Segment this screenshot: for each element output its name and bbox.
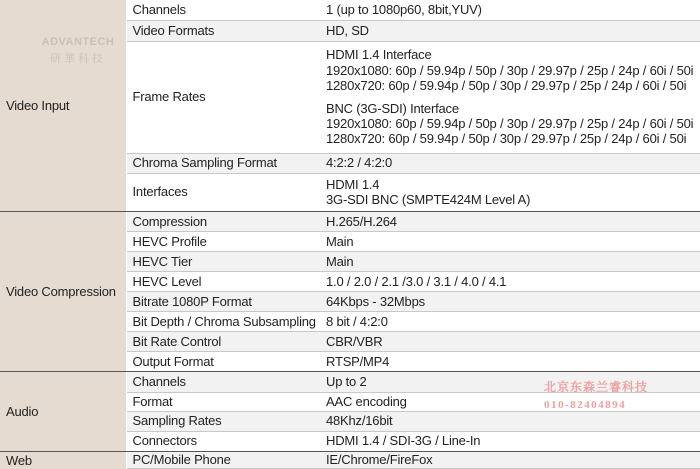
- row-value: Main: [320, 252, 700, 272]
- row-label: HEVC Level: [126, 272, 320, 292]
- row-label: Connectors: [126, 431, 320, 451]
- bnc-1080-rates: 1920x1080: 60p / 59.94p / 50p / 30p / 29.97p / 25p / 24p / 60i / 50i: [326, 116, 694, 132]
- bnc-720-rates: 1280x720: 60p / 59.94p / 50p / 30p / 29.97p / 25p / 24p / 60i / 50i: [326, 131, 687, 147]
- row-label: Chroma Sampling Format: [126, 153, 320, 173]
- row-label: Format: [126, 392, 320, 411]
- interface-sdi: 3G-SDI BNC (SMPTE424M Level A): [326, 192, 531, 207]
- row-label: Interfaces: [126, 173, 320, 211]
- row-value: 8 bit / 4:2:0: [320, 312, 700, 332]
- reseller-watermark: [544, 378, 648, 411]
- row-label: HEVC Tier: [126, 252, 320, 272]
- group-web: Web: [0, 452, 126, 469]
- row-value: H.265/H.264: [320, 212, 700, 232]
- reseller-watermark-phone: 010-82404894: [544, 399, 627, 411]
- row-label: PC/Mobile Phone: [126, 452, 320, 469]
- row-label: Sampling Rates: [126, 411, 320, 431]
- row-label: Video Formats: [126, 20, 320, 41]
- row-value-interfaces: [320, 173, 700, 211]
- group-video-compression: Video Compression: [0, 212, 126, 372]
- bnc-interface-title: BNC (3G-SDI) Interface: [326, 101, 459, 116]
- row-label: Channels: [126, 0, 320, 20]
- row-value: HD, SD: [320, 20, 700, 41]
- hdmi-1080-rates: 1920x1080: 60p / 59.94p / 50p / 30p / 29.97p / 25p / 24p / 60i / 50i: [326, 62, 694, 78]
- row-value: 48Khz/16bit: [320, 411, 700, 431]
- row-label: Compression: [126, 212, 320, 232]
- table-row: [0, 212, 700, 232]
- group-video-input: Video Input: [0, 0, 126, 212]
- advantech-watermark-logo: [40, 36, 116, 66]
- interface-hdmi: HDMI 1.4: [326, 176, 380, 192]
- row-value: RTSP/MP4: [320, 352, 700, 372]
- row-value: AAC encoding: [320, 392, 700, 411]
- table-row: [0, 452, 700, 469]
- row-value-frame-rates: [320, 41, 700, 153]
- row-label: Frame Rates: [126, 41, 320, 153]
- row-label: Bit Depth / Chroma Subsampling: [126, 312, 320, 332]
- row-label: Bit Rate Control: [126, 332, 320, 352]
- row-label: HEVC Profile: [126, 232, 320, 252]
- hdmi-interface-title: HDMI 1.4 Interface: [326, 47, 432, 63]
- row-value: 1 (up to 1080p60, 8bit,YUV): [320, 0, 700, 20]
- row-value: 1.0 / 2.0 / 2.1 /3.0 / 3.1 / 4.0 / 4.1: [320, 272, 700, 292]
- reseller-watermark-name: 北京东森兰睿科技: [544, 380, 649, 394]
- row-label: Channels: [126, 372, 320, 392]
- row-label: Output Format: [126, 352, 320, 372]
- group-audio: Audio: [0, 372, 126, 452]
- row-value: HDMI 1.4 / SDI-3G / Line-In: [320, 431, 700, 451]
- row-value: CBR/VBR: [320, 332, 700, 352]
- hdmi-720-rates: 1280x720: 60p / 59.94p / 50p / 30p / 29.97p / 25p / 24p / 60i / 50i: [326, 77, 687, 93]
- row-value: Main: [320, 232, 700, 252]
- row-label: Bitrate 1080P Format: [126, 292, 320, 312]
- watermark-brand-text: ADVANTECH: [41, 36, 115, 48]
- row-value: IE/Chrome/FireFox: [320, 452, 700, 469]
- row-value: 4:2:2 / 4:2:0: [320, 153, 700, 173]
- table-row: [0, 0, 700, 20]
- row-value: Up to 2: [320, 372, 700, 392]
- row-value: 64Kbps - 32Mbps: [320, 292, 700, 312]
- watermark-cn-text: 研華科技: [50, 53, 106, 65]
